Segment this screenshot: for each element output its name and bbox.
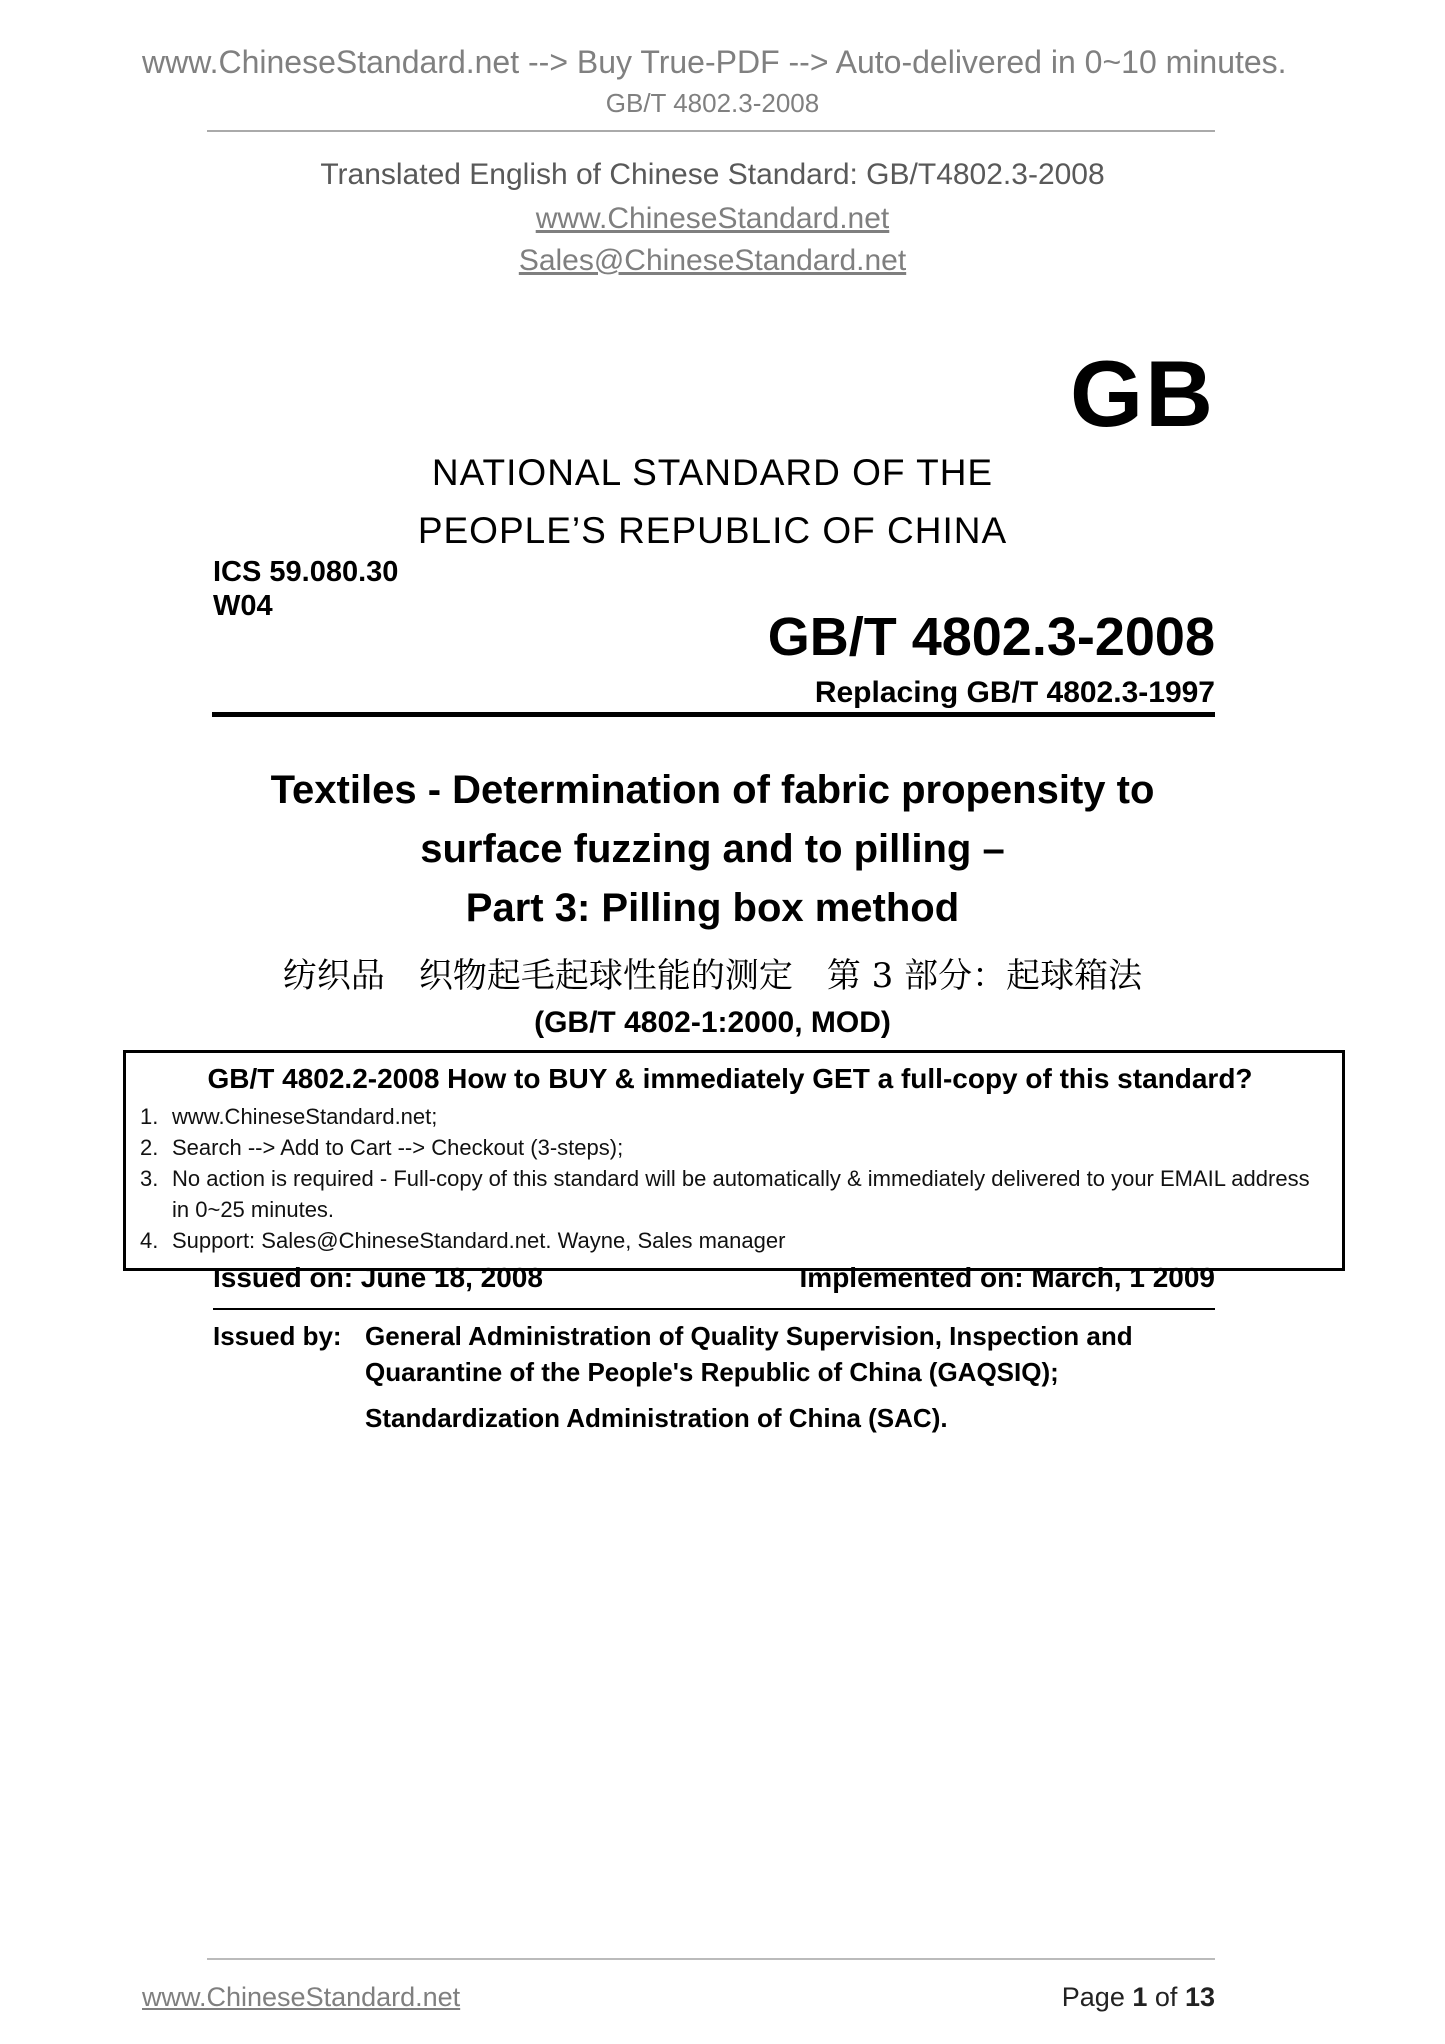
issued-by-line3: Standardization Administration of China (SAC).: [365, 1403, 948, 1433]
doc-class-code: W04: [213, 590, 273, 622]
adoption-note: (GB/T 4802-1:2000, MOD): [534, 1006, 891, 1039]
footer-website-link[interactable]: www.ChineseStandard.net: [142, 1982, 461, 2012]
buy-step-2: [134, 1132, 1326, 1163]
title-english-line3: Part 3: Pilling box method: [465, 886, 960, 930]
gb-logo: GB: [1070, 341, 1215, 446]
buy-step-4-number: 4.: [140, 1228, 159, 1253]
email-link-wrap: [210, 244, 1215, 278]
buy-step-2-number: 2.: [140, 1135, 159, 1160]
footer-divider: [207, 1958, 1215, 1960]
page-of-label: of: [1154, 1982, 1178, 2012]
issued-by-label: Issued by:: [213, 1321, 342, 1351]
title-english-line1: Textiles - Determination of fabric propensity to: [270, 768, 1155, 812]
website-link[interactable]: www.ChineseStandard.net: [535, 202, 890, 235]
implemented-on-date: Implemented on: March, 1 2009: [799, 1262, 1215, 1293]
national-standard-line2: PEOPLE’S REPUBLIC OF CHINA: [417, 510, 1008, 551]
buy-step-3-text: No action is required - Full-copy of this standard will be automatically & immediately delivered to your EMAIL address in 0~25 minutes.: [172, 1166, 1310, 1222]
title-chinese: 纺织品 织物起毛起球性能的测定 第 3 部分：起球箱法: [282, 956, 1143, 996]
ics-code: ICS 59.080.30: [213, 556, 399, 588]
buy-step-3-number: 3.: [140, 1166, 159, 1191]
header-divider: [207, 130, 1215, 132]
national-standard-line1: NATIONAL STANDARD OF THE: [431, 452, 994, 493]
page-indicator: [210, 1982, 1215, 2013]
buy-step-2-text: Search --> Add to Cart --> Checkout (3-steps);: [172, 1135, 624, 1160]
issued-by-line2: Quarantine of the People's Republic of China (GAQSIQ);: [365, 1357, 1059, 1387]
buy-step-1-number: 1.: [140, 1104, 159, 1129]
translated-standard-line: Translated English of Chinese Standard: GB/T4802.3-2008: [320, 158, 1105, 191]
issued-by-row: [213, 1318, 1313, 1354]
how-to-buy-heading: GB/T 4802.2-2008 How to BUY & immediately GET a full-copy of this standard?: [207, 1063, 1253, 1094]
header-doc-code: GB/T 4802.3-2008: [605, 88, 820, 118]
page-number: 1: [1132, 1982, 1148, 2012]
how-to-buy-box: [123, 1050, 1345, 1271]
issuance-dates-row: [213, 1262, 1215, 1310]
buy-step-4: [134, 1225, 1326, 1256]
buy-step-4-text: Support: Sales@ChineseStandard.net. Wayne, Sales manager: [172, 1228, 786, 1253]
page-label: Page: [1061, 1982, 1125, 2012]
title-english-line2: surface fuzzing and to pilling –: [420, 827, 1005, 871]
title-divider: [212, 712, 1215, 717]
standard-code: GB/T 4802.3-2008: [767, 607, 1215, 667]
page-total: 13: [1184, 1982, 1215, 2012]
issued-by-block: [213, 1318, 1313, 1436]
email-link[interactable]: Sales@ChineseStandard.net: [518, 244, 907, 277]
buy-step-3: [134, 1163, 1326, 1225]
website-link-wrap: [210, 202, 1215, 236]
buy-step-1-text: www.ChineseStandard.net;: [172, 1104, 438, 1129]
replacing-note: Replacing GB/T 4802.3-1997: [814, 676, 1215, 709]
issued-by-line1: General Administration of Quality Supervision, Inspection and: [365, 1321, 1133, 1351]
buy-step-1: [134, 1101, 1326, 1132]
header-tagline: www.ChineseStandard.net --> Buy True-PDF --> Auto-delivered in 0~10 minutes.: [142, 44, 1287, 80]
issued-on-date: Issued on: June 18, 2008: [213, 1262, 543, 1293]
